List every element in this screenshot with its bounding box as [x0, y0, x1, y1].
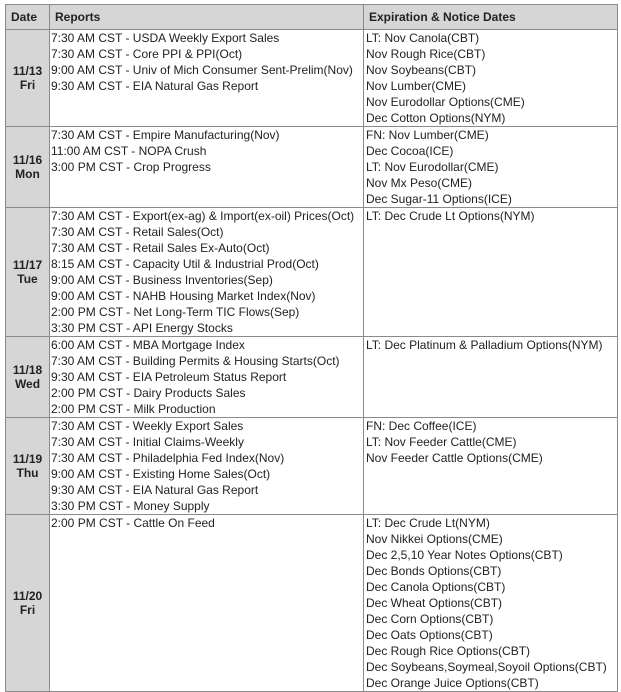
expiration-item: LT: Dec Crude Lt(NYM): [366, 516, 490, 530]
calendar-body: [6, 30, 618, 692]
expiration-cell: [364, 515, 618, 692]
table-row: [6, 208, 618, 337]
report-item: 3:30 PM CST - Money Supply: [51, 499, 210, 513]
report-item: 2:00 PM CST - Milk Production: [51, 402, 216, 416]
report-item: 7:30 AM CST - Retail Sales(Oct): [51, 225, 224, 239]
date-label: 11/19: [12, 452, 43, 466]
expiration-item: LT: Nov Canola(CBT): [366, 31, 480, 45]
header-expiration: Expiration & Notice Dates: [364, 5, 618, 30]
expiration-item: Dec Wheat Options(CBT): [366, 596, 503, 610]
expiration-cell: [364, 127, 618, 208]
expiration-item: LT: Dec Platinum & Palladium Options(NYM): [366, 338, 603, 352]
report-item: 7:30 AM CST - Export(ex-ag) & Import(ex-oil) Prices(Oct): [51, 209, 355, 223]
reports-cell: [50, 515, 364, 692]
table-row: [6, 337, 618, 418]
report-item: 2:00 PM CST - Net Long-Term TIC Flows(Sep): [51, 305, 300, 319]
expiration-item: LT: Nov Eurodollar(CME): [366, 160, 499, 174]
report-item: 9:30 AM CST - EIA Natural Gas Report: [51, 483, 259, 497]
report-item: 9:30 AM CST - EIA Natural Gas Report: [51, 79, 259, 93]
expiration-cell: [364, 208, 618, 337]
header-reports: Reports: [50, 5, 364, 30]
day-label: Tue: [17, 272, 38, 286]
day-label: Fri: [19, 78, 36, 92]
expiration-item: Dec 2,5,10 Year Notes Options(CBT): [366, 548, 563, 562]
report-item: 7:30 AM CST - Empire Manufacturing(Nov): [51, 128, 280, 142]
expiration-item: LT: Nov Feeder Cattle(CME): [366, 435, 517, 449]
table-row: [6, 515, 618, 692]
expiration-item: Dec Rough Rice Options(CBT): [366, 644, 531, 658]
report-item: 7:30 AM CST - Initial Claims-Weekly: [51, 435, 244, 449]
report-item: 2:00 PM CST - Cattle On Feed: [51, 516, 215, 530]
day-label: Wed: [14, 377, 41, 391]
report-item: 7:30 AM CST - USDA Weekly Export Sales: [51, 31, 280, 45]
expiration-item: Dec Sugar-11 Options(ICE): [366, 192, 512, 206]
expiration-item: Nov Nikkei Options(CME): [366, 532, 503, 546]
table-row: [6, 418, 618, 515]
report-item: 3:30 PM CST - API Energy Stocks: [51, 321, 233, 335]
reports-cell: [50, 30, 364, 127]
reports-cell: [50, 208, 364, 337]
report-item: 9:00 AM CST - Univ of Mich Consumer Sent-Prelim(Nov): [51, 63, 353, 77]
day-label: Fri: [19, 603, 36, 617]
date-label: 11/13: [12, 64, 43, 78]
expiration-item: LT: Dec Crude Lt Options(NYM): [366, 209, 535, 223]
report-item: 7:30 AM CST - Weekly Export Sales: [51, 419, 244, 433]
report-item: 3:00 PM CST - Crop Progress: [51, 160, 211, 174]
expiration-item: FN: Dec Coffee(ICE): [366, 419, 477, 433]
date-label: 11/16: [12, 153, 43, 167]
expiration-item: Nov Lumber(CME): [366, 79, 467, 93]
report-item: 8:15 AM CST - Capacity Util & Industrial Prod(Oct): [51, 257, 319, 271]
date-cell: [6, 208, 50, 337]
expiration-item: Dec Corn Options(CBT): [366, 612, 494, 626]
expiration-item: Dec Bonds Options(CBT): [366, 564, 502, 578]
report-item: 7:30 AM CST - Building Permits & Housing Starts(Oct): [51, 354, 340, 368]
report-item: 9:30 AM CST - EIA Petroleum Status Report: [51, 370, 287, 384]
report-item: 6:00 AM CST - MBA Mortgage Index: [51, 338, 245, 352]
expiration-item: Dec Soybeans,Soymeal,Soyoil Options(CBT): [366, 660, 607, 674]
economic-calendar-table: [5, 4, 618, 692]
expiration-item: Dec Cocoa(ICE): [366, 144, 454, 158]
date-cell: [6, 515, 50, 692]
date-label: 11/20: [12, 589, 43, 603]
expiration-cell: [364, 337, 618, 418]
expiration-item: Dec Cotton Options(NYM): [366, 111, 506, 125]
expiration-item: Nov Rough Rice(CBT): [366, 47, 486, 61]
report-item: 11:00 AM CST - NOPA Crush: [51, 144, 207, 158]
report-item: 7:30 AM CST - Retail Sales Ex-Auto(Oct): [51, 241, 270, 255]
header-date: Date: [6, 5, 50, 30]
table-row: [6, 127, 618, 208]
expiration-item: Dec Canola Options(CBT): [366, 580, 506, 594]
expiration-item: Nov Mx Peso(CME): [366, 176, 473, 190]
date-cell: [6, 127, 50, 208]
report-item: 9:00 AM CST - Existing Home Sales(Oct): [51, 467, 271, 481]
expiration-item: Dec Orange Juice Options(CBT): [366, 676, 539, 690]
date-cell: [6, 30, 50, 127]
reports-cell: [50, 418, 364, 515]
day-label: Mon: [15, 167, 40, 181]
report-item: 7:30 AM CST - Philadelphia Fed Index(Nov): [51, 451, 285, 465]
date-cell: [6, 337, 50, 418]
expiration-item: FN: Nov Lumber(CME): [366, 128, 489, 142]
expiration-item: Dec Oats Options(CBT): [366, 628, 493, 642]
date-label: 11/18: [12, 363, 43, 377]
report-item: 2:00 PM CST - Dairy Products Sales: [51, 386, 246, 400]
report-item: 9:00 AM CST - Business Inventories(Sep): [51, 273, 273, 287]
report-item: 7:30 AM CST - Core PPI & PPI(Oct): [51, 47, 243, 61]
expiration-cell: [364, 30, 618, 127]
day-label: Thu: [16, 466, 39, 480]
date-cell: [6, 418, 50, 515]
table-row: [6, 30, 618, 127]
header-row: [6, 5, 618, 30]
report-item: 9:00 AM CST - NAHB Housing Market Index(Nov): [51, 289, 316, 303]
reports-cell: [50, 127, 364, 208]
expiration-item: Nov Feeder Cattle Options(CME): [366, 451, 543, 465]
expiration-item: Nov Soybeans(CBT): [366, 63, 477, 77]
expiration-item: Nov Eurodollar Options(CME): [366, 95, 525, 109]
expiration-cell: [364, 418, 618, 515]
reports-cell: [50, 337, 364, 418]
date-label: 11/17: [12, 258, 43, 272]
